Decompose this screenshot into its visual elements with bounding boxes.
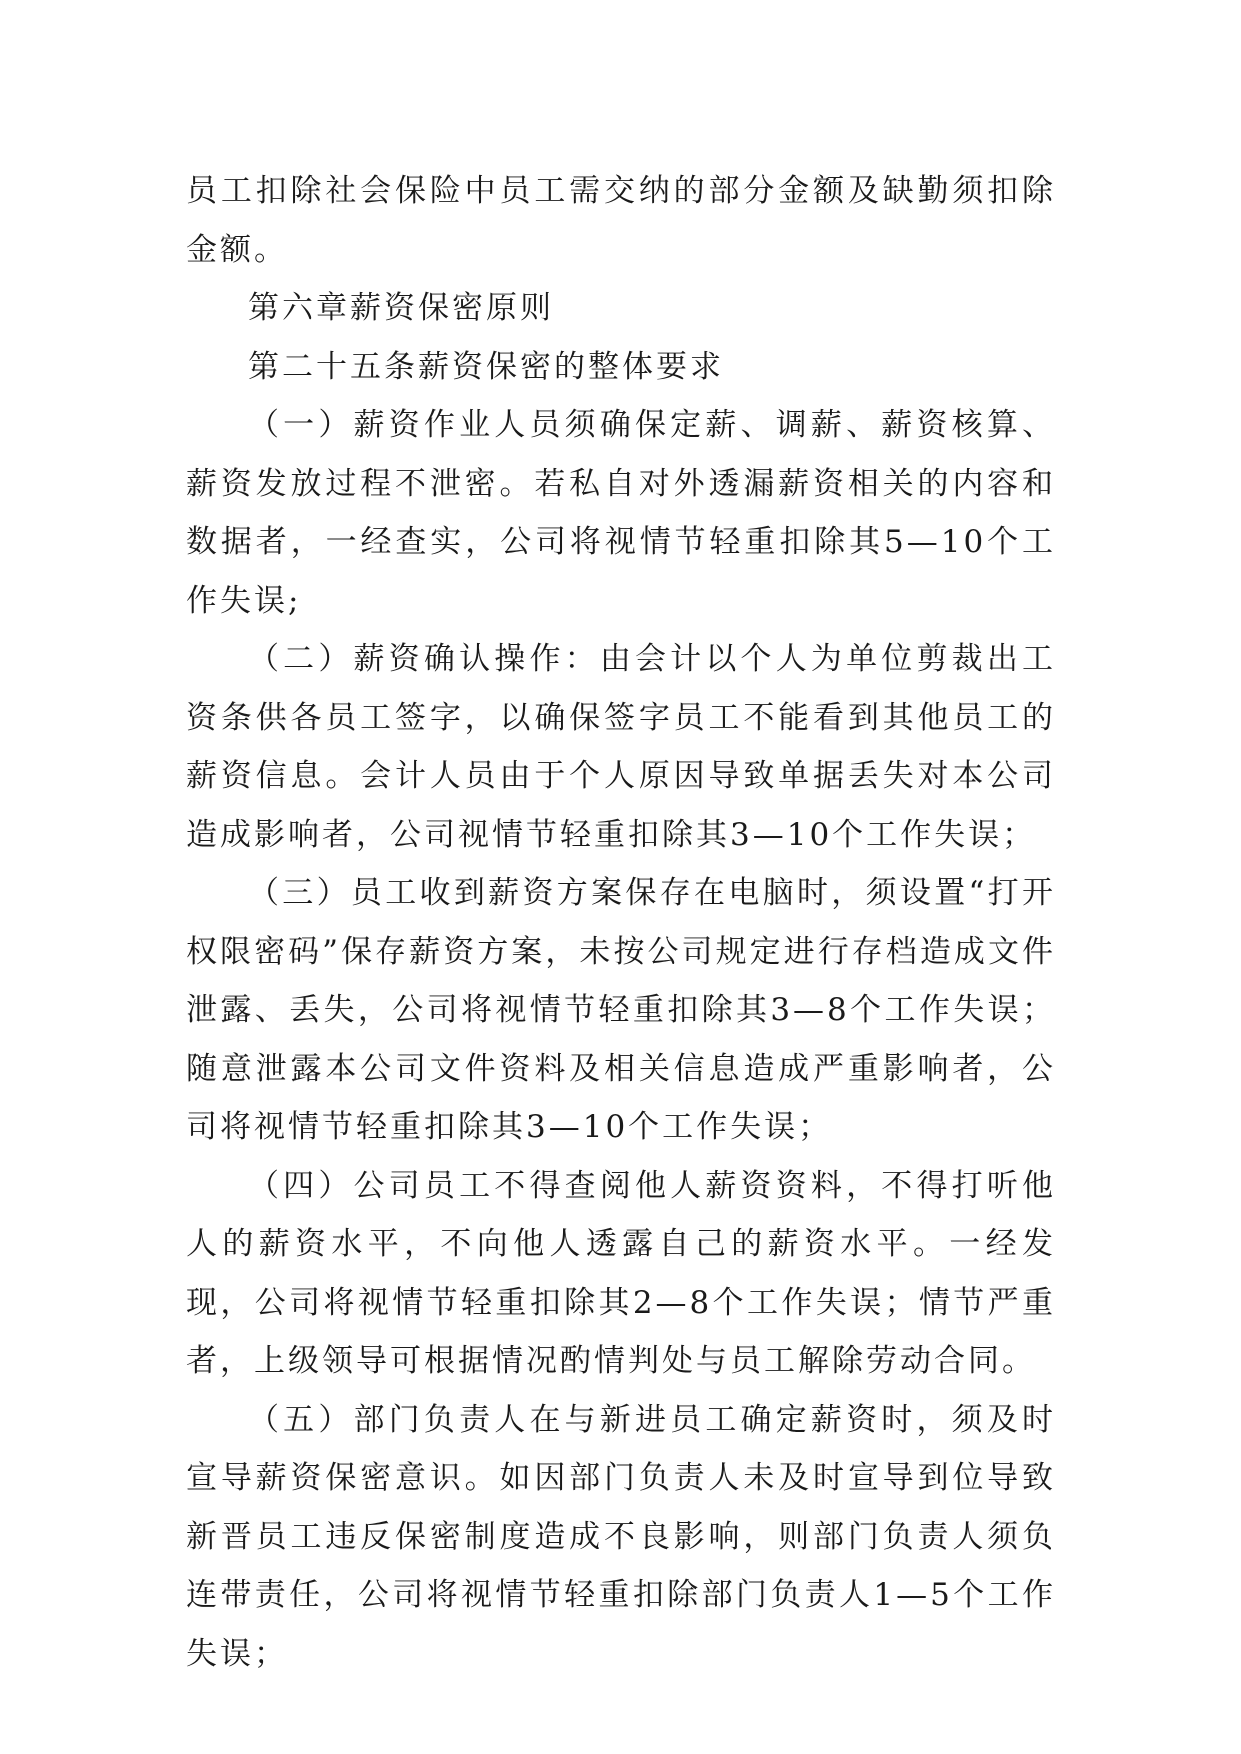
- paragraph-continuation: 员工扣除社会保险中员工需交纳的部分金额及缺勤须扣除金额。: [186, 173, 1056, 268]
- article-heading: 第二十五条薪资保密的整体要求: [248, 348, 724, 385]
- document-page: [186, 162, 1056, 1683]
- clause-5: （五）部门负责人在与新进员工确定薪资时，须及时宣导薪资保密意识。如因部门负责人未及时宣导到位导致新晋员工违反保密制度造成不良影响，则部门负责人须负连带责任，公司将视情节轻重扣除部门负责人1—5个工作失误；: [186, 1401, 1056, 1672]
- chapter-heading: 第六章薪资保密原则: [248, 290, 554, 326]
- clause-1: （一）薪资作业人员须确保定薪、调薪、薪资核算、薪资发放过程不泄密。若私自对外透漏薪资相关的内容和数据者，一经查实，公司将视情节轻重扣除其5—10个工作失误;: [186, 407, 1056, 619]
- clause-2: （二）薪资确认操作：由会计以个人为单位剪裁出工资条供各员工签字，以确保签字员工不能看到其他员工的薪资信息。会计人员由于个人原因导致单据丢失对本公司造成影响者，公司视情节轻重扣除其3—10个工作失误；: [186, 641, 1056, 853]
- clause-4: （四）公司员工不得查阅他人薪资资料，不得打听他人的薪资水平，不向他人透露自己的薪资水平。一经发现，公司将视情节轻重扣除其2—8个工作失误；情节严重者，上级领导可根据情况酌情判处与员工解除劳动合同。: [186, 1167, 1056, 1379]
- clause-3: （三）员工收到薪资方案保存在电脑时，须设置“打开权限密码”保存薪资方案，未按公司规定进行存档造成文件泄露、丢失，公司将视情节轻重扣除其3—8个工作失误；随意泄露本公司文件资料及相关信息造成严重影响者，公司将视情节轻重扣除其3—10个工作失误；: [186, 875, 1056, 1145]
